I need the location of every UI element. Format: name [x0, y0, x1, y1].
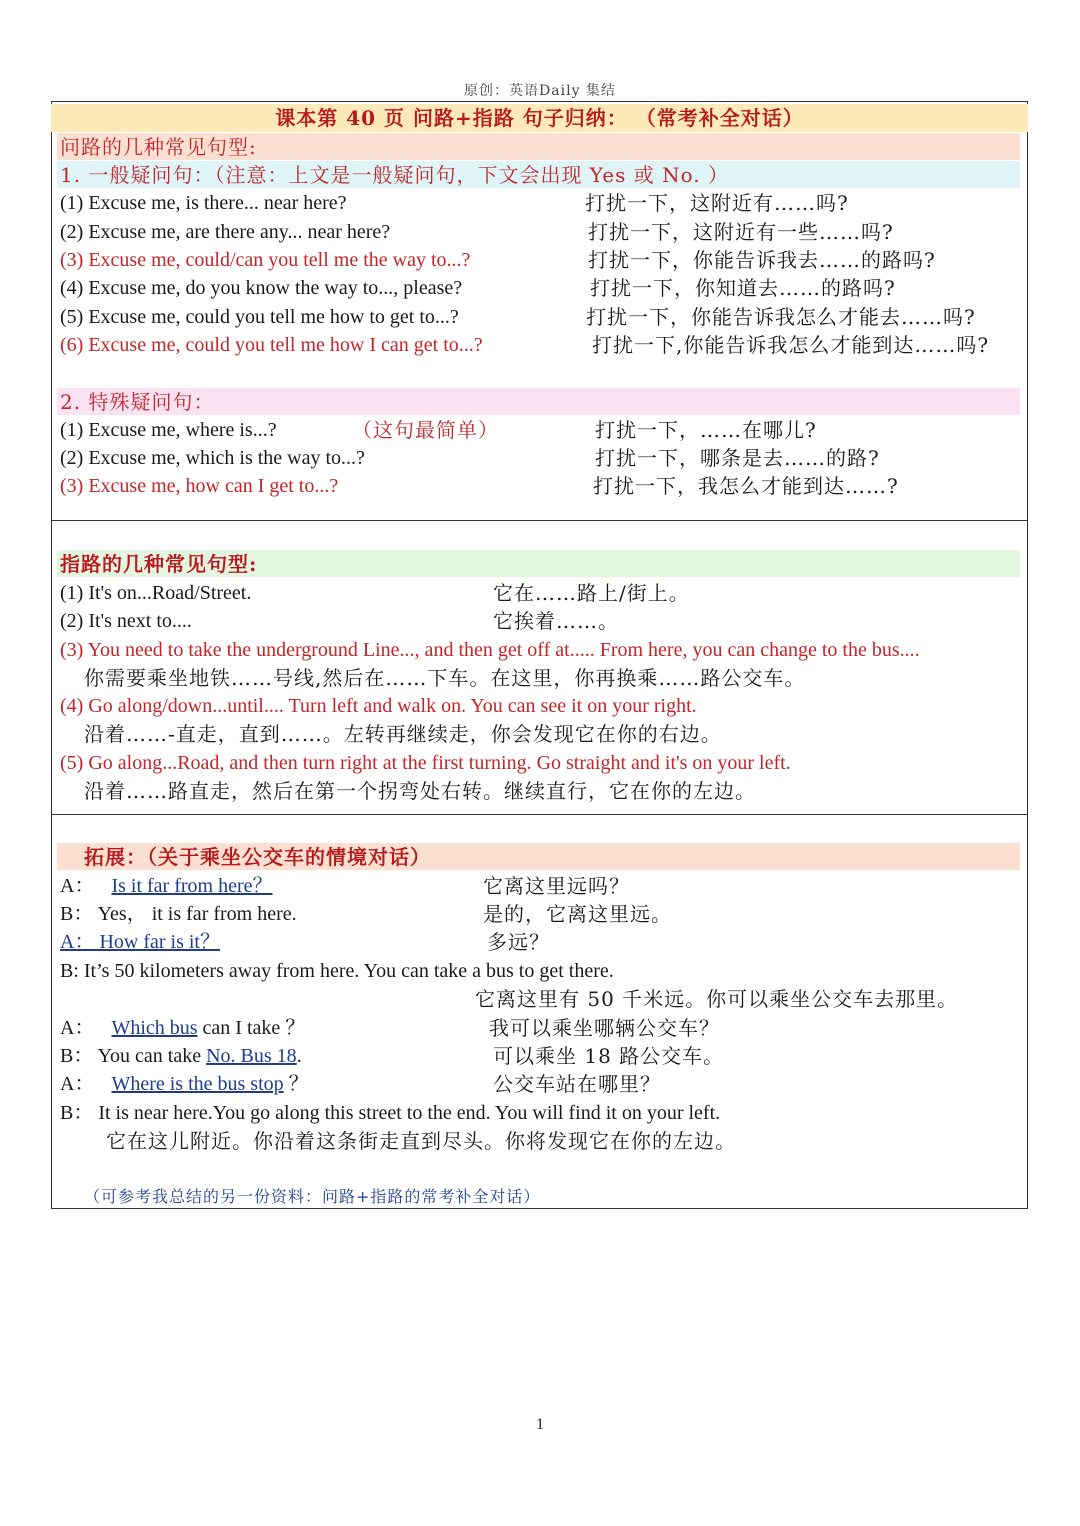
dialogue-line: A： How far is it？	[60, 931, 220, 953]
directing-item-en: (4) Go along/down...until.... Turn left and walk on. You can see it on your right.	[60, 695, 697, 717]
directing-item-en: (2) It's next to....	[60, 610, 192, 632]
special-question-heading: 2. 特殊疑问句：	[60, 390, 215, 414]
dialogue-line	[60, 1015, 305, 1041]
dialogue-cn: 是的，它离这里远。	[483, 902, 672, 926]
special-item-en: (1) Excuse me, where is...?	[60, 419, 277, 441]
general-item-cn: 打扰一下，这附近有一些……吗?	[588, 220, 894, 244]
dialogue-answer-end: .	[296, 1045, 302, 1067]
directing-item-cn: 它挨着……。	[493, 609, 619, 633]
directing-heading: 指路的几种常见句型:	[60, 552, 258, 576]
special-item-note: （这句最简单）	[352, 418, 499, 442]
directing-item-cn: 沿着……-直走，直到……。左转再继续走，你会发现它在你的右边。	[84, 722, 722, 746]
general-item-cn: 打扰一下，你知道去……的路吗?	[590, 276, 896, 300]
general-item-en: (5) Excuse me, could you tell me how to get to...?	[60, 306, 459, 328]
directing-item-en: (1) It's on...Road/Street.	[60, 582, 252, 604]
general-item-cn: 打扰一下，你能告诉我去……的路吗?	[588, 248, 936, 272]
section-divider	[51, 814, 1028, 815]
dialogue-cn: 我可以乘坐哪辆公交车？	[489, 1016, 720, 1040]
dialogue-question: Where is the bus stop	[111, 1073, 284, 1095]
dialogue-question-rest: can I take ？	[197, 1017, 306, 1039]
dialogue-line: B： It is near here.You go along this street to the end. You will find it on your left.	[60, 1102, 721, 1124]
dialogue-line	[60, 1071, 309, 1097]
reference-note: （可参考我总结的另一份资料：问路+指路的常考补全对话）	[84, 1187, 541, 1206]
special-item-cn: 打扰一下，哪条是去……的路?	[595, 446, 880, 470]
general-item-cn: 打扰一下，你能告诉我怎么才能去……吗?	[586, 305, 976, 329]
directing-item-en: (5) Go along...Road, and then turn right at the first turning. Go straight and it's on your left.	[60, 752, 791, 774]
dialogue-cn: 它离这里远吗？	[483, 874, 630, 898]
general-question-heading: 1. 一般疑问句：（注意：上文是一般疑问句，下文会出现 Yes 或 No. ）	[60, 163, 729, 187]
dialogue-cn: 公交车站在哪里？	[493, 1072, 661, 1096]
general-item-en: (2) Excuse me, are there any... near here?	[60, 221, 391, 243]
general-item-en: (1) Excuse me, is there... near here?	[60, 192, 347, 214]
dialogue-line	[60, 873, 283, 899]
special-item-en: (3) Excuse me, how can I get to...?	[60, 475, 339, 497]
dialogue-answer: B： You can take	[60, 1045, 207, 1067]
dialogue-cn: 可以乘坐 18 路公交车。	[493, 1044, 725, 1068]
dialogue-line	[60, 1043, 302, 1069]
dialogue-cn: 多远？	[487, 930, 550, 954]
section-divider	[51, 520, 1028, 521]
directing-item-cn: 你需要乘坐地铁……号线,然后在……下车。在这里，你再换乘……路公交车。	[84, 666, 806, 690]
dialogue-question: Which bus	[111, 1017, 198, 1039]
dialogue-question-end: ？	[283, 1073, 309, 1095]
directing-item-en: (3) You need to take the underground Line..., and then get off at..... From here, you can change to the bus....	[60, 639, 920, 661]
speaker-a: A：	[60, 1073, 95, 1095]
general-item-cn: 打扰一下，这附近有……吗?	[585, 191, 849, 215]
asking-heading: 问路的几种常见句型:	[60, 135, 257, 159]
general-item-cn: 打扰一下,你能告诉我怎么才能到达……吗?	[592, 333, 990, 357]
dialogue-cn: 它离这里有 50 千米远。你可以乘坐公交车去那里。	[475, 987, 959, 1011]
extension-heading: 拓展：（关于乘坐公交车的情境对话）	[84, 845, 431, 869]
general-item-en: (4) Excuse me, do you know the way to..., please?	[60, 277, 463, 299]
bus-number: No. Bus 18	[206, 1045, 297, 1067]
special-item-cn: 打扰一下，我怎么才能到达……?	[593, 474, 899, 498]
special-item-cn: 打扰一下，……在哪儿?	[595, 418, 817, 442]
general-item-en: (6) Excuse me, could you tell me how I can get to...?	[60, 334, 483, 356]
page-title: 课本第 40 页 问路+指路 句子归纳： （常考补全对话）	[51, 104, 1028, 132]
dialogue-question: Is it far from here？	[111, 875, 273, 897]
directing-item-cn: 沿着……路直走，然后在第一个拐弯处右转。继续直行，它在你的左边。	[84, 779, 756, 803]
speaker-a: A：	[60, 1017, 95, 1039]
dialogue-cn: 它在这儿附近。你沿着这条街走直到尽头。你将发现它在你的左边。	[106, 1129, 736, 1153]
page-number: 1	[536, 1416, 544, 1433]
directing-item-cn: 它在……路上/街上。	[493, 581, 690, 605]
dialogue-line: B: It’s 50 kilometers away from here. You can take a bus to get there.	[60, 960, 614, 982]
general-item-en: (3) Excuse me, could/can you tell me the way to...?	[60, 249, 471, 271]
special-item-en: (2) Excuse me, which is the way to...?	[60, 447, 365, 469]
dialogue-line: B： Yes， it is far from here.	[60, 903, 297, 925]
header-note: 原创：英语Daily 集结	[464, 83, 616, 99]
speaker-a: A：	[60, 875, 95, 897]
